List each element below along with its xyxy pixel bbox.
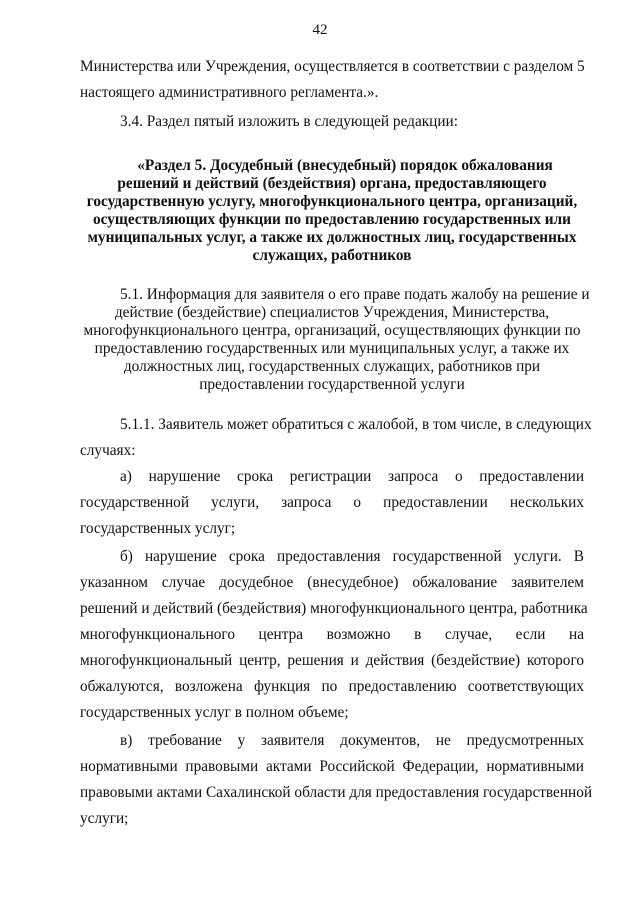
text-line: а) нарушение срока регистрации запроса о предоставлении — [120, 468, 584, 485]
heading-line: государственную услугу, многофункционального центра, организаций, — [86, 193, 578, 210]
heading-line: осуществляющих функции по предоставлению государственных или — [93, 211, 571, 228]
text-line: многофункциональный центр, решения и действия (бездействие) которого — [80, 652, 584, 669]
heading-line: муниципальных услуг, а также их должностных лиц, государственных — [87, 229, 577, 246]
text-line: настоящего административного регламента.». — [80, 84, 379, 101]
text-line: 3.4. Раздел пятый изложить в следующей редакции: — [120, 113, 458, 130]
text-line: многофункционального центра возможно в случае, если на — [80, 626, 584, 643]
heading-line: должностных лиц, государственных служащих, работников при — [123, 358, 541, 375]
text-line: правовыми актами Сахалинской области для предоставления государственной — [80, 784, 593, 801]
page-number: 42 — [312, 22, 328, 38]
text-line: государственных услуг в полном объеме; — [80, 704, 349, 721]
text-line: Министерства или Учреждения, осуществляется в соответствии с разделом 5 — [80, 58, 585, 75]
text-line: 5.1.1. Заявитель может обратиться с жалобой, в том числе, в следующих — [120, 416, 592, 433]
text-line: в) требование у заявителя документов, не предусмотренных — [120, 732, 584, 749]
text-line: указанном случае досудебное (внесудебное) обжалование заявителем — [80, 574, 584, 591]
heading-line: предоставлении государственной услуги — [199, 376, 465, 393]
text-line: услуги; — [80, 810, 129, 827]
heading-line: действие (бездействие) специалистов Учреждения, Министерства, — [114, 304, 550, 321]
heading-line: «Раздел 5. Досудебный (внесудебный) порядок обжалования — [137, 157, 553, 174]
heading-line: многофункционального центра, организаций, осуществляющих функции по — [83, 322, 581, 339]
text-line: случаях: — [80, 442, 136, 459]
heading-line: предоставлению государственных или муниципальных услуг, а также их — [94, 340, 570, 357]
text-line: решений и действий (бездействия) многофункционального центра, работника — [80, 600, 588, 617]
text-line: государственных услуг; — [80, 520, 236, 537]
text-line: нормативными правовыми актами Российской Федерации, нормативными — [80, 758, 584, 775]
heading-line: решений и действий (бездействия) органа, предоставляющего — [117, 175, 547, 192]
heading-line: служащих, работников — [252, 247, 412, 264]
heading-line: 5.1. Информация для заявителя о его праве подать жалобу на решение и — [120, 286, 590, 303]
text-line: государственной услуги, запроса о предоставлении нескольких — [80, 494, 584, 511]
text-line: б) нарушение срока предоставления государственной услуги. В — [120, 548, 584, 565]
text-line: обжалуются, возложена функция по предоставлению соответствующих — [80, 678, 584, 695]
